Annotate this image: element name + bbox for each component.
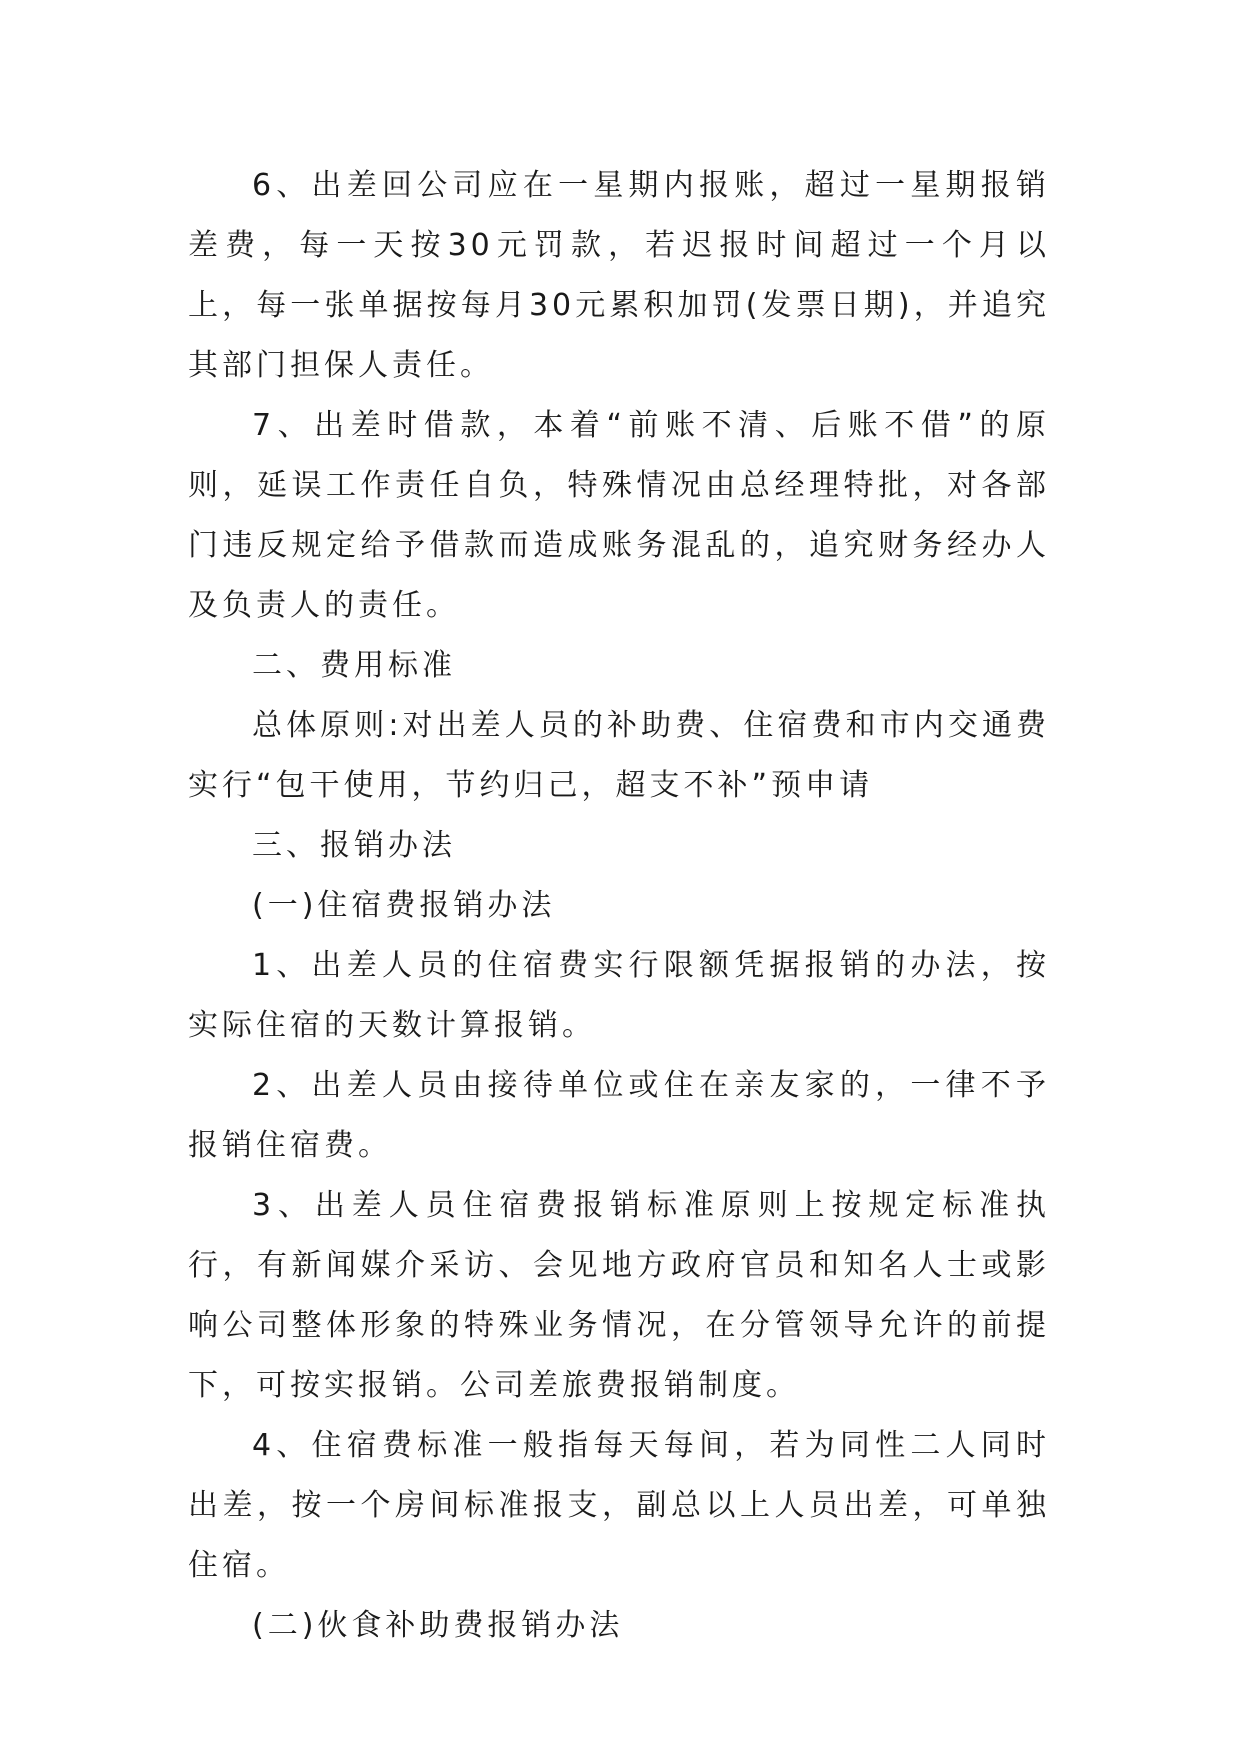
paragraph-accommodation-limit: 1、出差人员的住宿费实行限额凭据报销的办法，按实际住宿的天数计算报销。 xyxy=(188,948,1050,1043)
section-heading-expense-standards: 二、费用标准 xyxy=(252,648,456,683)
paragraph-accommodation-standard: 3、出差人员住宿费报销标准原则上按规定标准执行，有新闻媒介采访、会见地方政府官员和知名人士或影响公司整体形象的特殊业务情况，在分管领导允许的前提下，可按实报销。公司差旅费报销制度。 xyxy=(188,1188,1050,1403)
document-page xyxy=(188,156,1050,1656)
section-heading-reimbursement-methods: 三、报销办法 xyxy=(252,828,456,863)
paragraph-travel-loan-rule: 7、出差时借款，本着“前账不清、后账不借”的原则，延误工作责任自负，特殊情况由总经理特批，对各部门违反规定给予借款而造成账务混乱的，追究财务经办人及负责人的责任。 xyxy=(188,408,1050,623)
paragraph-accommodation-exclusion: 2、出差人员由接待单位或住在亲友家的，一律不予报销住宿费。 xyxy=(188,1068,1050,1163)
paragraph-accommodation-room-rule: 4、住宿费标准一般指每天每间，若为同性二人同时出差，按一个房间标准报支，副总以上人员出差，可单独住宿。 xyxy=(188,1428,1050,1583)
paragraph-general-principle: 总体原则:对出差人员的补助费、住宿费和市内交通费实行“包干使用，节约归己，超支不补”预申请 xyxy=(188,708,1050,803)
subheading-accommodation-reimbursement: (一)住宿费报销办法 xyxy=(252,888,556,923)
paragraph-late-reimbursement-penalty: 6、出差回公司应在一星期内报账，超过一星期报销差费，每一天按30元罚款，若迟报时间超过一个月以上，每一张单据按每月30元累积加罚(发票日期)，并追究其部门担保人责任。 xyxy=(188,168,1050,383)
subheading-meal-allowance-reimbursement: (二)伙食补助费报销办法 xyxy=(252,1608,624,1643)
